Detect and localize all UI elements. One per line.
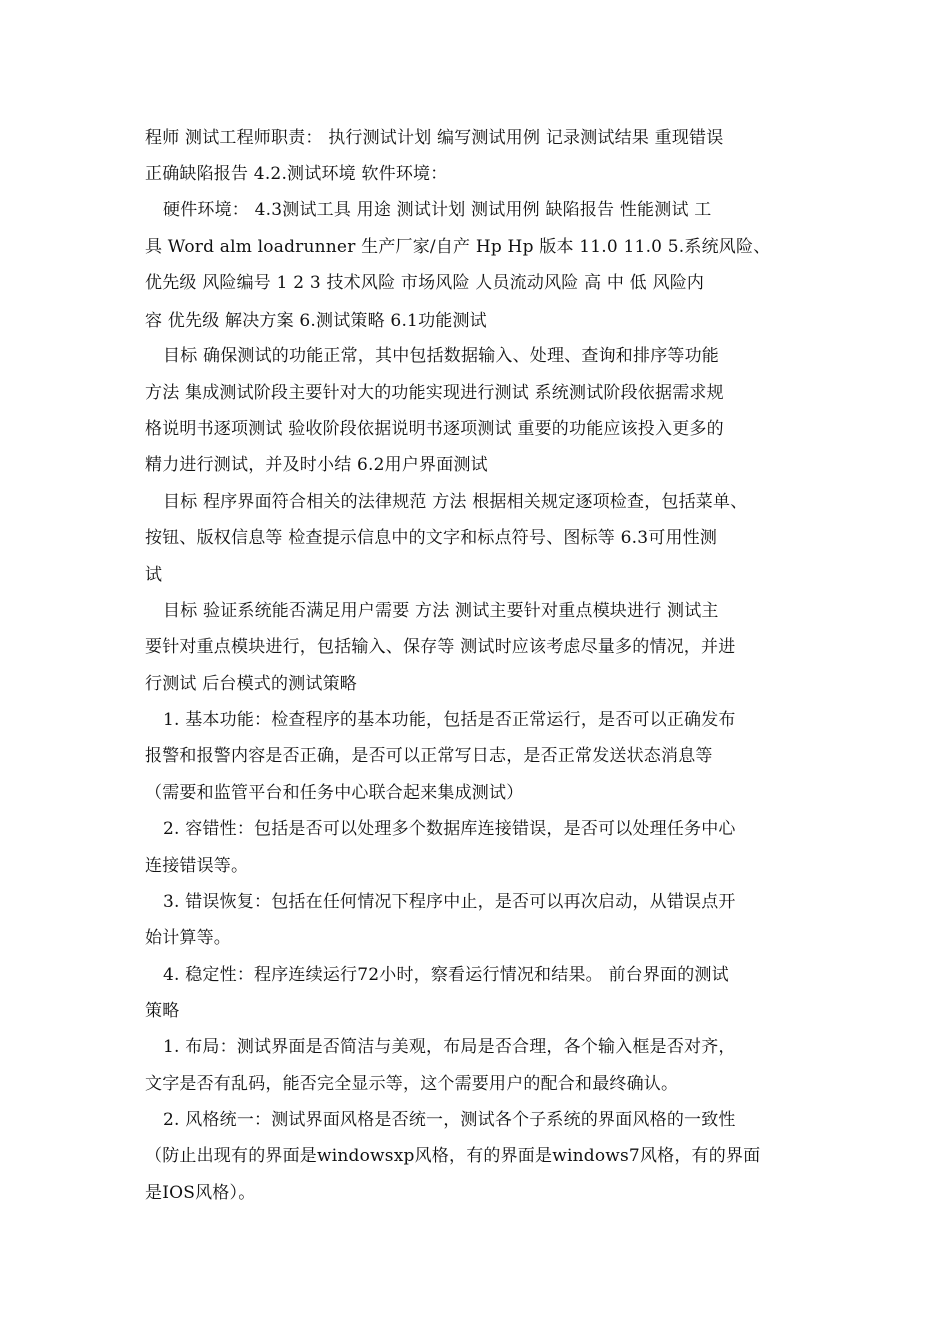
text-line: 行测试 后台模式的测试策略 xyxy=(145,674,358,694)
text-line: 文字是否有乱码，能否完全显示等，这个需要用户的配合和最终确认。 xyxy=(145,1074,679,1094)
text-line: 容 优先级 解决方案 6.测试策略 6.1功能测试 xyxy=(145,311,487,331)
text-line: 目标 确保测试的功能正常，其中包括数据输入、处理、查询和排序等功能 xyxy=(163,346,720,366)
text-line: 优先级 风险编号 1 2 3 技术风险 市场风险 人员流动风险 高 中 低 风险内 xyxy=(145,273,705,293)
text-line: （需要和监管平台和任务中心联合起来集成测试） xyxy=(145,783,524,803)
text-line: （防止出现有的界面是windowsxp风格，有的界面是windows7风格，有的界面 xyxy=(145,1146,761,1166)
text-line: 始计算等。 xyxy=(145,928,231,948)
text-line: 精力进行测试，并及时小结 6.2用户界面测试 xyxy=(145,455,488,475)
text-line: 1. 布局：测试界面是否简洁与美观，布局是否合理，各个输入框是否对齐， xyxy=(163,1037,736,1057)
text-line: 1. 基本功能：检查程序的基本功能，包括是否正常运行，是否可以正确发布 xyxy=(163,710,736,730)
text-line: 是IOS风格）。 xyxy=(145,1183,256,1203)
text-line: 2. 容错性：包括是否可以处理多个数据库连接错误，是否可以处理任务中心 xyxy=(163,819,736,839)
text-line: 目标 程序界面符合相关的法律规范 方法 根据相关规定逐项检查，包括菜单、 xyxy=(163,492,748,512)
text-line: 3. 错误恢复：包括在任何情况下程序中止，是否可以再次启动，从错误点开 xyxy=(163,892,736,912)
text-line: 目标 验证系统能否满足用户需要 方法 测试主要针对重点模块进行 测试主 xyxy=(163,601,719,621)
text-line: 正确缺陷报告 4.2.测试环境 软件环境： xyxy=(145,164,448,184)
text-line: 连接错误等。 xyxy=(145,856,249,876)
text-line: 程师 测试工程师职责： 执行测试计划 编写测试用例 记录测试结果 重现错误 xyxy=(145,128,724,148)
text-line: 具 Word alm loadrunner 生产厂家/自产 Hp Hp 版本 11.0 11.0 5.系统风险、 xyxy=(145,237,771,257)
text-line: 硬件环境： 4.3测试工具 用途 测试计划 测试用例 缺陷报告 性能测试 工 xyxy=(163,200,712,220)
text-line: 格说明书逐项测试 验收阶段依据说明书逐项测试 重要的功能应该投入更多的 xyxy=(145,419,724,439)
text-line: 策略 xyxy=(145,1001,180,1021)
text-line: 2. 风格统一：测试界面风格是否统一，测试各个子系统的界面风格的一致性 xyxy=(163,1110,736,1130)
text-line: 试 xyxy=(145,565,163,585)
text-line: 方法 集成测试阶段主要针对大的功能实现进行测试 系统测试阶段依据需求规 xyxy=(145,383,724,403)
text-line: 按钮、版权信息等 检查提示信息中的文字和标点符号、图标等 6.3可用性测 xyxy=(145,528,718,548)
text-line: 报警和报警内容是否正确，是否可以正常写日志，是否正常发送状态消息等 xyxy=(145,746,713,766)
text-line: 要针对重点模块进行，包括输入、保存等 测试时应该考虑尽量多的情况，并进 xyxy=(145,637,736,657)
text-line: 4. 稳定性：程序连续运行72小时，察看运行情况和结果。 前台界面的测试 xyxy=(163,965,729,985)
